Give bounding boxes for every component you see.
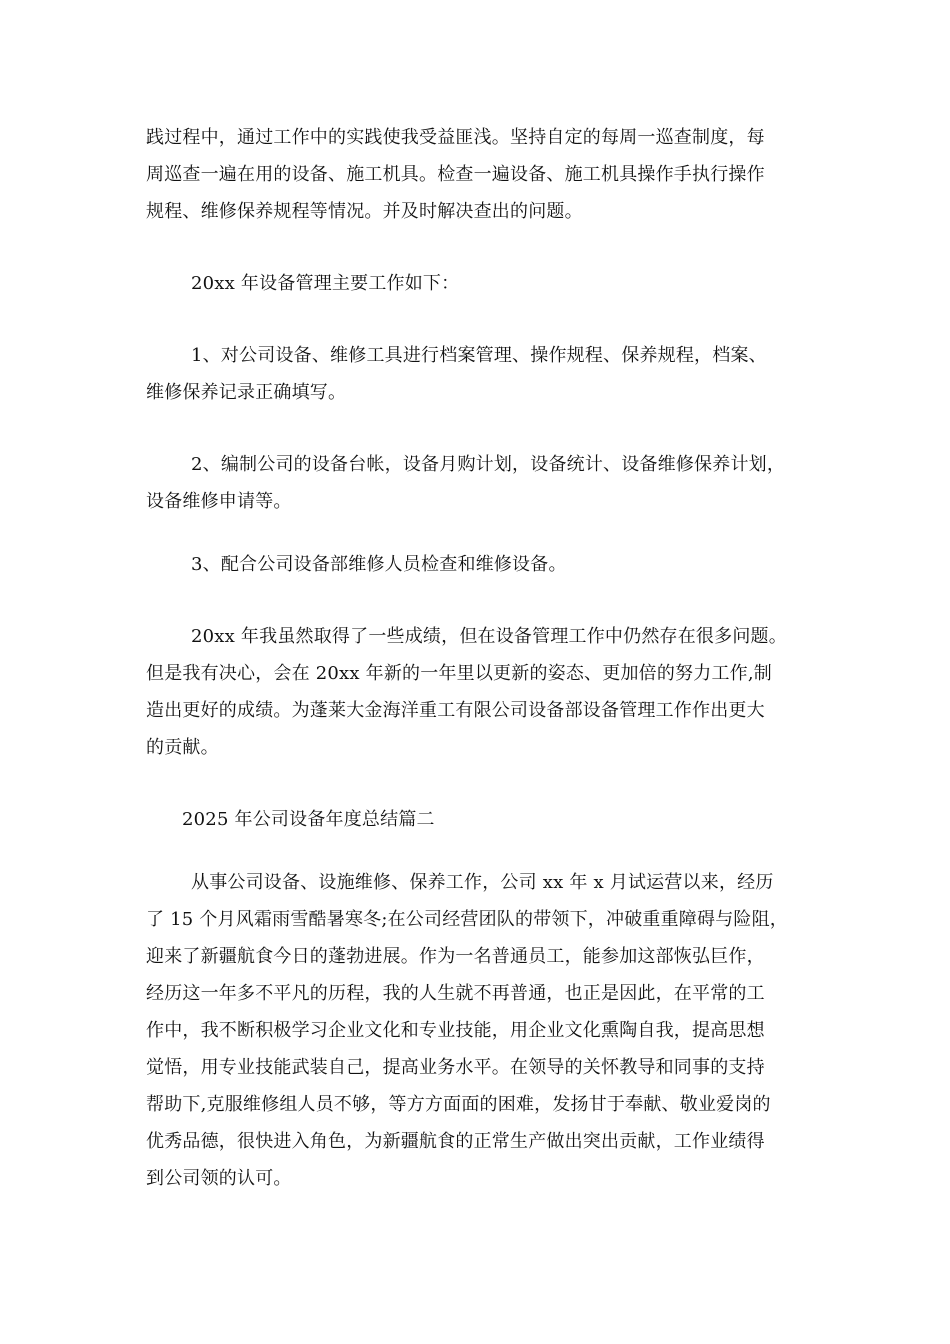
paragraph-line: 优秀品德，很快进入角色，为新疆航食的正常生产做出突出贡献，工作业绩得 — [146, 1131, 765, 1152]
paragraph-line: 作中，我不断积极学习企业文化和专业技能，用企业文化熏陶自我，提高思想 — [146, 1020, 765, 1041]
list-item-3: 3、配合公司设备部维修人员检查和维修设备。 — [191, 554, 567, 575]
summary-line: 的贡献。 — [146, 737, 219, 758]
paragraph-line: 迎来了新疆航食今日的蓬勃进展。作为一名普通员工，能参加这部恢弘巨作， — [146, 946, 765, 967]
paragraph-line: 从事公司设备、设施维修、保养工作，公司 xx 年 x 月试运营以来，经历 — [191, 872, 774, 893]
paragraph-line: 规程、维修保养规程等情况。并及时解决查出的问题。 — [146, 201, 583, 222]
summary-line: 造出更好的成绩。为蓬莱大金海洋重工有限公司设备部设备管理工作作出更大 — [146, 700, 765, 721]
list-item-1-line: 1、对公司设备、维修工具进行档案管理、操作规程、保养规程，档案、 — [191, 345, 767, 366]
paragraph-line: 觉悟，用专业技能武装自己，提高业务水平。在领导的关怀教导和同事的支持 — [146, 1057, 765, 1078]
list-item-2-line: 2、编制公司的设备台帐，设备月购计划，设备统计、设备维修保养计划， — [191, 454, 786, 475]
paragraph-line: 帮助下,克服维修组人员不够，等方方面面的困难，发扬甘于奉献、敬业爱岗的 — [146, 1094, 771, 1115]
summary-line: 20xx 年我虽然取得了一些成绩，但在设备管理工作中仍然存在很多问题。 — [191, 626, 787, 647]
section-intro: 20xx 年设备管理主要工作如下： — [191, 273, 460, 294]
paragraph-line: 了 15 个月风霜雨雪酷暑寒冬;在公司经营团队的带领下，冲破重重障碍与险阻， — [146, 909, 789, 930]
section-heading: 2025 年公司设备年度总结篇二 — [182, 809, 435, 830]
list-item-1-line: 维修保养记录正确填写。 — [146, 382, 347, 403]
paragraph-line: 经历这一年多不平凡的历程，我的人生就不再普通，也正是因此，在平常的工 — [146, 983, 765, 1004]
list-item-2-line: 设备维修申请等。 — [146, 491, 292, 512]
summary-line: 但是我有决心，会在 20xx 年新的一年里以更新的姿态、更加倍的努力工作,制 — [146, 663, 772, 684]
paragraph-line: 践过程中，通过工作中的实践使我受益匪浅。坚持自定的每周一巡查制度，每 — [146, 127, 765, 148]
paragraph-line: 到公司领的认可。 — [146, 1168, 292, 1189]
paragraph-line: 周巡查一遍在用的设备、施工机具。检查一遍设备、施工机具操作手执行操作 — [146, 164, 765, 185]
